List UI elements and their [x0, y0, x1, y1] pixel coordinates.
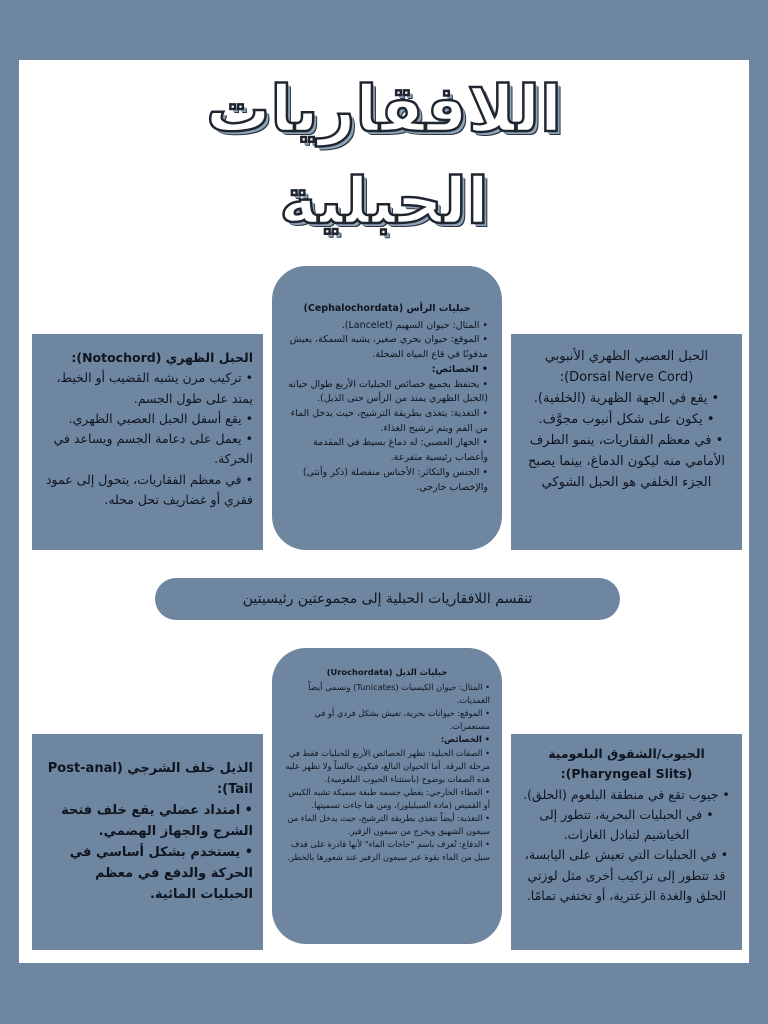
urochordata-line: • الدفاع: تُعرف باسم "حاخات الماء" لأنها قادرة على قذف سيل من الماء بقوة عبر سيفون الزفير عند شعورها بالخطر.	[287, 839, 490, 863]
post-anal-tail-box	[32, 734, 263, 950]
cephalochordata-line: • الجنس والتكاثر: الأجناس منفصلة (ذكر وأنثى) والإخصاب خارجي.	[302, 466, 488, 493]
cephalochordata-line: • المثال: حيوان السهيم (Lancelet).	[341, 319, 488, 331]
urochordata-line: • الغطاء الخارجي: يغطي جسمه طبقة سميكة تشبه الكيس أو القميص (مادة السيليلوز)، ومن هنا جاءت تسميتها.	[288, 786, 490, 810]
page-title-line1: اللافقاريات	[206, 73, 562, 147]
cephalochordata-line: • الموقع: حيوان بحري صغير، يشبه السمكة، يعيش مدفونًا في قاع المياه الضحلة.	[289, 334, 488, 361]
post-anal-tail-line: • امتداد عضلي يقع خلف فتحة الشرج والجهاز الهضمي.	[61, 803, 253, 840]
division-statement	[155, 578, 620, 620]
pharyngeal-heading: الجيوب/الشقوق البلعومية (Pharyngeal Slits):	[548, 746, 705, 782]
notochord-line: • يعمل على دعامة الجسم ويساعد في الحركة.	[53, 431, 253, 467]
pharyngeal-line: • في الحبليات التي تعيش على اليابسة، قد تتطور إلى تراكيب أخرى مثل لوزتي الحلق والغدة الزعترية، أو تختفي تمامًا.	[524, 847, 729, 903]
notochord-line: • يقع أسفل الحبل العصبي الظهري.	[68, 410, 253, 426]
urochordata-line: • المثال: حيوان الكيسيات (Tunicates) وتسمى أيضاً الغمديات.	[308, 682, 490, 706]
pharyngeal-slits-box	[511, 734, 742, 950]
dorsal-nerve-line: • في معظم الفقاريات، ينمو الطرف الأمامي منه ليكون الدماغ، بينما يصبح الجزء الخلفي هو الحبل الشوكي	[527, 433, 725, 491]
notochord-box	[32, 334, 263, 550]
notochord-line: • في معظم الفقاريات، يتحول إلى عمود فقري أو غضاريف تحل محله.	[45, 471, 253, 507]
post-anal-tail-line: • يستخدم بشكل أساسي في الحركة والدفع في معظم الحبليات المائية.	[69, 845, 253, 903]
urochordata-heading: حبليات الذيل (Urochordata)	[326, 667, 448, 677]
urochordata-line: • الخصائص:	[440, 734, 490, 745]
urochordata-panel	[272, 648, 502, 944]
urochordata-line: • الموقع: حيوانات بحرية، تعيش بشكل فردي أو في مستعمرات.	[314, 708, 490, 732]
pharyngeal-line: • جيوب تقع في منطقة البلعوم (الحلق).	[523, 786, 730, 802]
cephalochordata-line: • التغذية: يتغذى بطريقة الترشيح، حيث يدخل الماء من الفم ويتم ترشيح الغذاء.	[290, 408, 488, 434]
dorsal-nerve-line: • يقع في الجهة الظهرية (الخلفية).	[533, 391, 720, 407]
cephalochordata-heading: حبليات الرأس (Cephalochordata)	[303, 303, 471, 314]
pharyngeal-line: • في الحبليات البحرية، تتطور إلى الخياشيم لتبادل الغازات.	[539, 806, 714, 842]
cephalochordata-line: • يحتفظ بجميع خصائص الحبليات الأربع طوال حياته (الحبل الظهري يمتد من الرأس حتى الذيل).	[288, 378, 488, 405]
post-anal-tail-heading: الذيل خلف الشرجي (Post-anal Tail):	[47, 761, 253, 798]
page-title-line2: الحبلية	[279, 165, 489, 239]
notochord-line: • تركيب مرن يشبه القضيب أو الخيط، يمتد على طول الجسم.	[56, 370, 253, 406]
division-statement-text: تنقسم اللافقاريات الحبلية إلى مجموعتين رئيسيتين	[242, 591, 533, 607]
cephalochordata-line: • الجهاز العصبي: له دماغ بسيط في المقدمة وأعصاب رئيسية متفرعة.	[313, 437, 488, 464]
urochordata-line: • الصفات الحبلية: تظهر الخصائص الأربع للحبليات فقط في مرحلة اليرقة. أما الحيوان البالغ، فيكون جالساً ولا تظهر عليه هذه الصفات بوضوح (باستثناء الجيوب البلعومية).	[285, 747, 490, 784]
cephalochordata-line: • الخصائص:	[431, 363, 488, 375]
notochord-heading: الحبل الظهري (Notochord):	[71, 350, 253, 365]
cephalochordata-panel	[272, 266, 502, 550]
urochordata-line: • التغذية: أيضاً تتغذى بطريقة الترشيح، حيث يدخل الماء من سيفون الشهيق ويخرج من سيفون الزفير.	[287, 813, 490, 837]
dorsal-nerve-line: • يكون على شكل أنبوب مجوَّف.	[538, 412, 715, 428]
dorsal-nerve-cord-box	[511, 334, 742, 550]
dorsal-nerve-heading: الحبل العصبي الظهري الأنبوبي (Dorsal Nerve Cord):	[544, 349, 709, 386]
